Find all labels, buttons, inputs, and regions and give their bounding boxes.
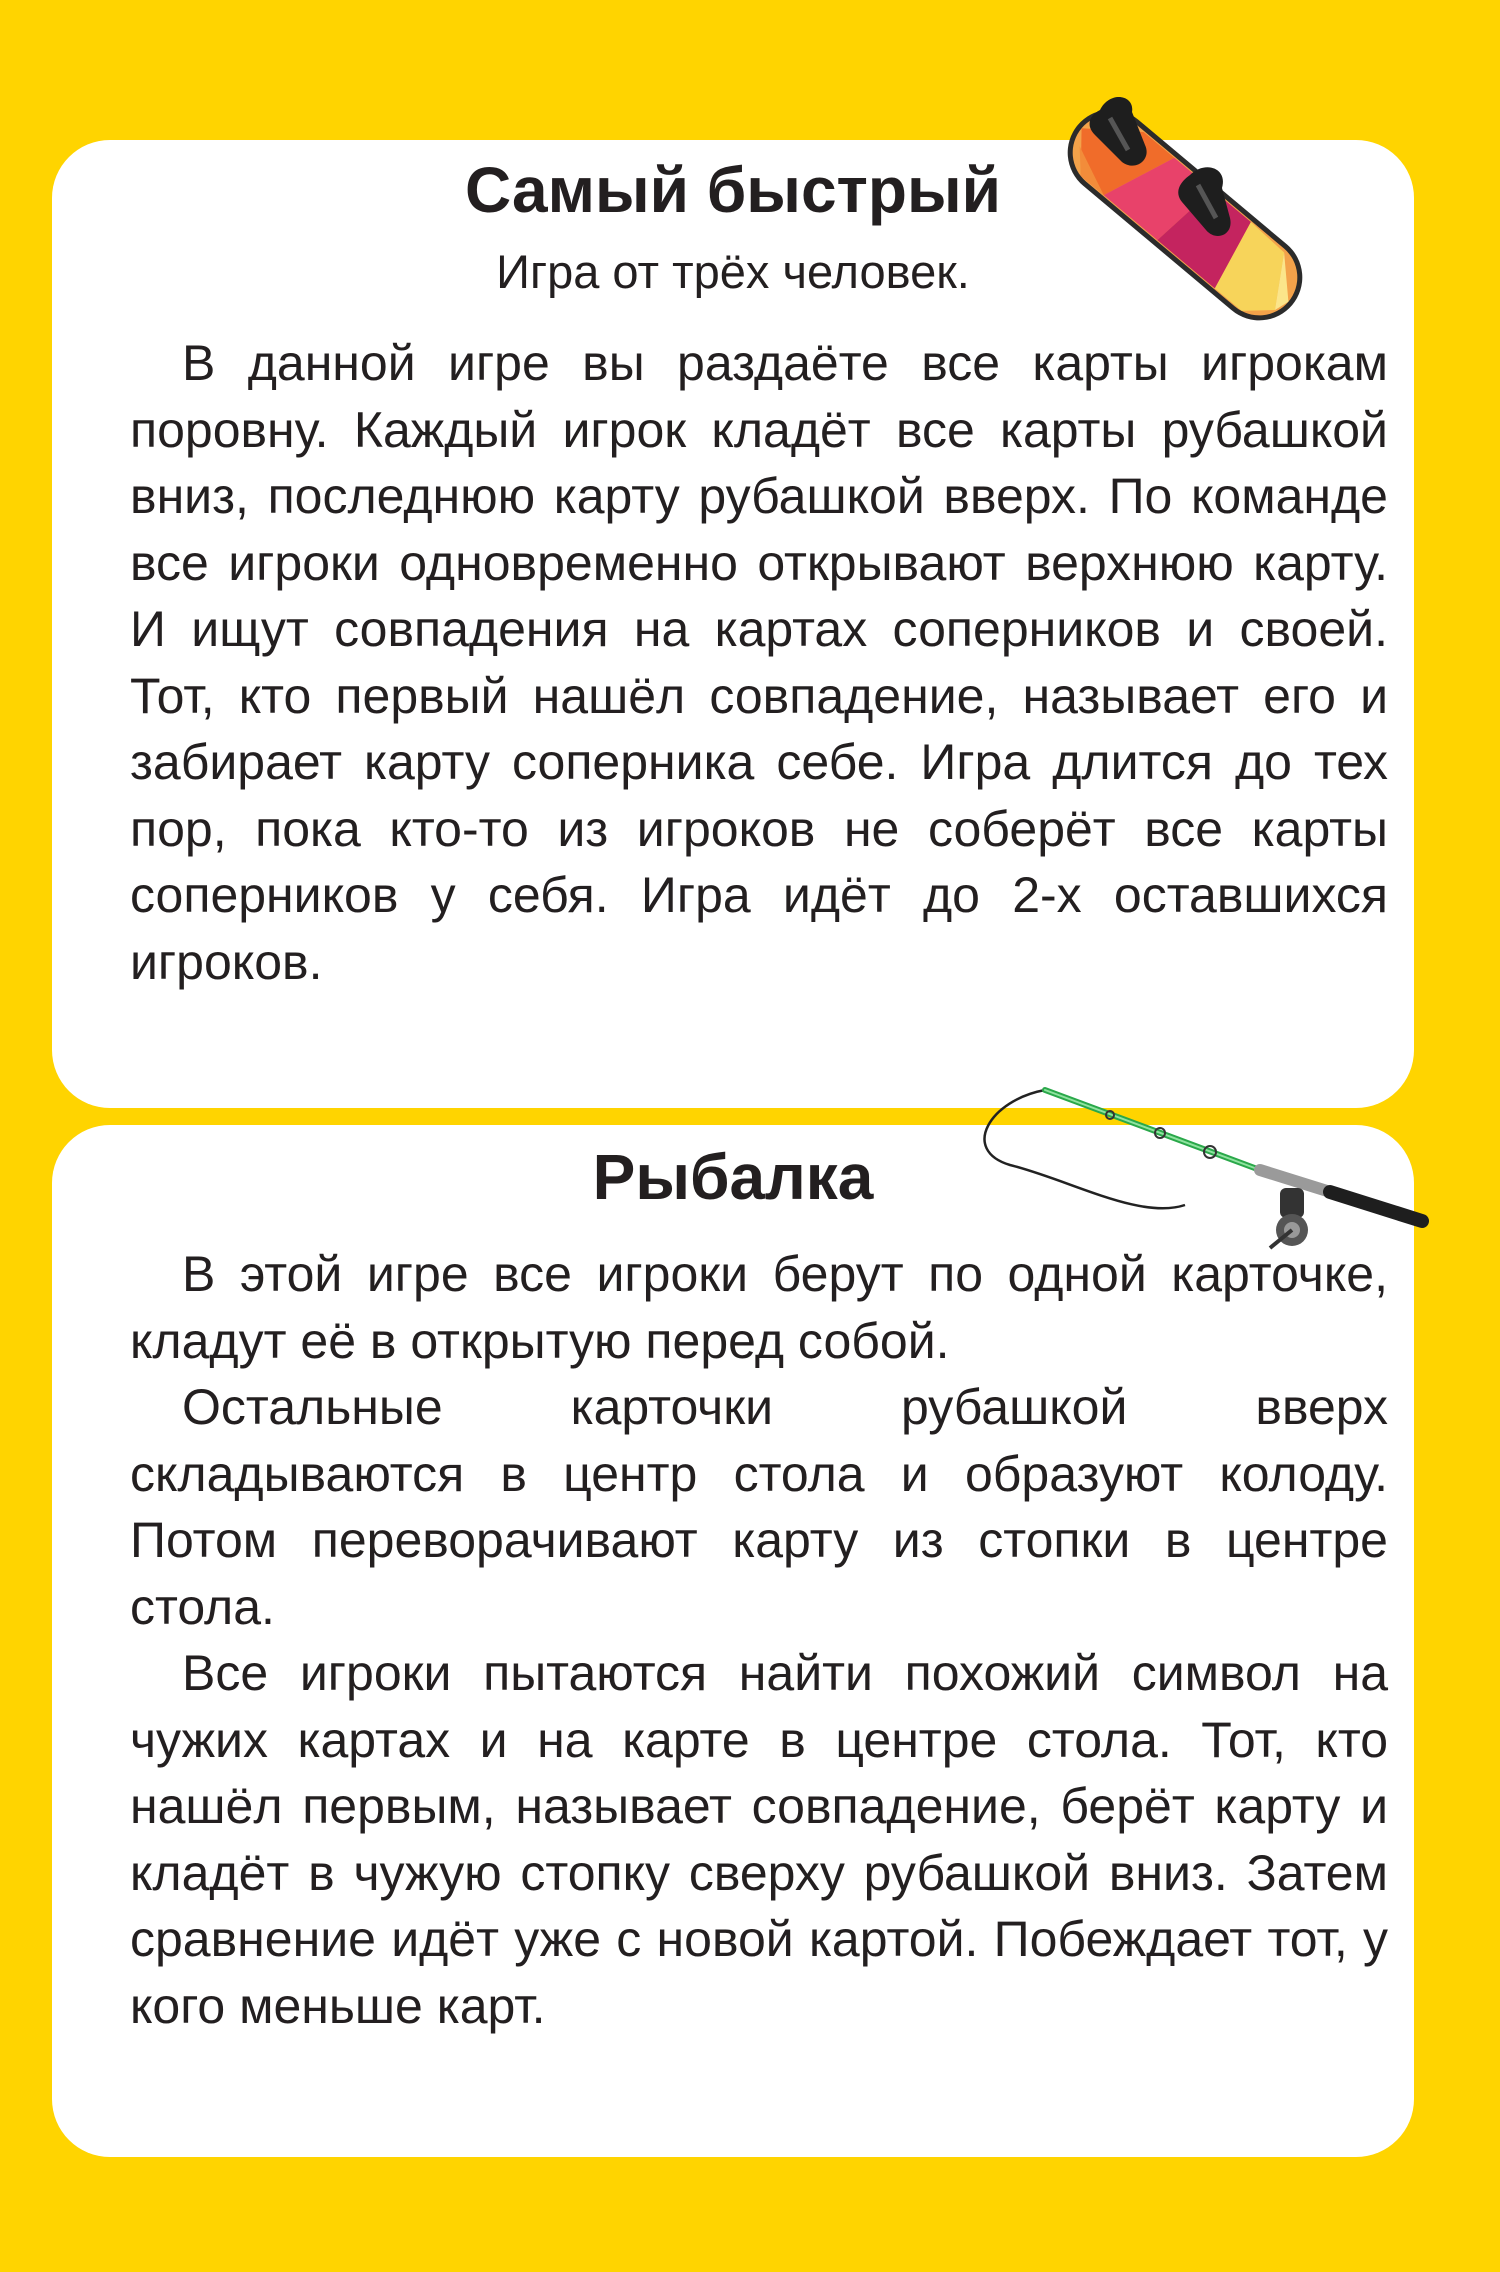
rule-paragraph: В данной игре вы раздаёте все карты игрокам поровну. Каждый игрок кладёт все карты рубашкой вниз, последнюю карту рубашкой вверх. По команде все игроки одновременно открывают верхнюю карту. И ищут совпадения на картах соперников и своей. Тот, кто первый нашёл совпадение, называет его и забирает карту соперника себе. Игра длится до тех пор, пока кто-то из игроков не соберёт все карты соперников у себя. Игра идёт до 2-х оставшихся игроков. bbox=[130, 335, 1388, 990]
section-title: Самый быстрый bbox=[465, 154, 1001, 226]
section-body bbox=[130, 1241, 1388, 2039]
rules-card-fishing bbox=[52, 1125, 1414, 2157]
section-title: Рыбалка bbox=[592, 1141, 874, 1213]
fishing-rod-icon bbox=[970, 1070, 1430, 1260]
section-subtitle: Игра от трёх человек. bbox=[496, 245, 970, 298]
rule-paragraph: В этой игре все игроки берут по одной карточке, кладут её в открытую перед собой. bbox=[130, 1246, 1388, 1369]
snowboard-icon bbox=[1040, 90, 1330, 340]
rule-paragraph: Остальные карточки рубашкой вверх складываются в центр стола и образуют колоду. Потом переворачивают карту из стопки в центре стола. bbox=[130, 1379, 1388, 1635]
rule-paragraph: Все игроки пытаются найти похожий символ на чужих картах и на карте в центре стола. Тот, кто нашёл первым, называет совпадение, берёт карту и кладёт в чужую стопку сверху рубашкой вниз. Затем сравнение идёт уже с новой картой. Побеждает тот, у кого меньше карт. bbox=[130, 1645, 1388, 2034]
section-body bbox=[130, 330, 1388, 995]
